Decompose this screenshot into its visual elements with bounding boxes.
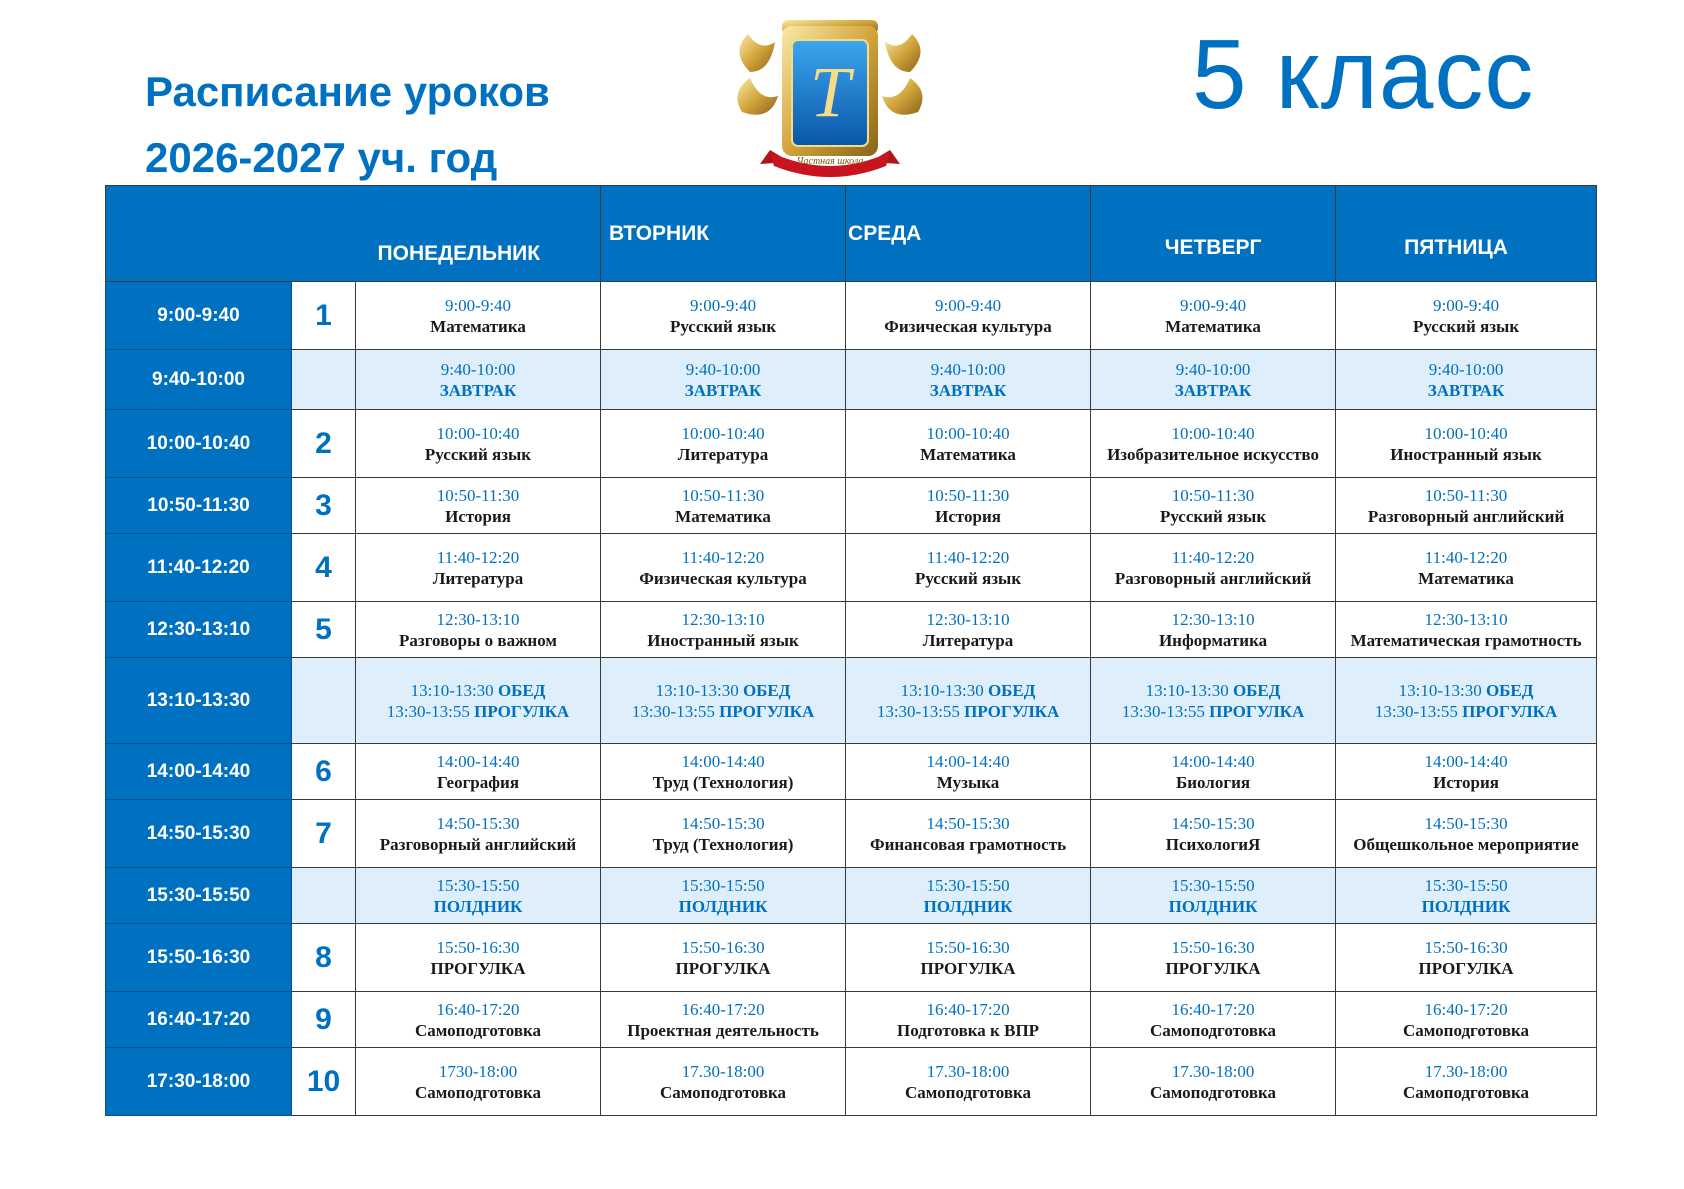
cell-subject: Русский язык: [1159, 506, 1267, 526]
schedule-row: [106, 924, 1597, 992]
schedule-cell: [846, 992, 1091, 1048]
cell-time: 14:00-14:40: [1171, 751, 1255, 771]
schedule-cell: [846, 868, 1091, 924]
cell-subject: Математика: [1165, 316, 1261, 336]
schedule-cell: [356, 282, 601, 350]
cell-subject: Самоподготовка: [415, 1082, 542, 1102]
walk-time: 13:30-13:55: [631, 701, 715, 721]
row-time: 15:50-16:30: [106, 924, 292, 992]
schedule-cell: [356, 534, 601, 602]
cell-subject: География: [437, 772, 520, 792]
cell-subject: Иностранный язык: [647, 630, 799, 650]
cell-time: 10:50-11:30: [681, 485, 765, 505]
school-crest-logo: [730, 12, 930, 177]
cell-subject: Финансовая грамотность: [869, 834, 1067, 854]
cell-time: 16:40-17:20: [1424, 999, 1508, 1019]
cell-subject: Музыка: [936, 772, 1000, 792]
lunch-label: ОБЕД: [1232, 680, 1281, 700]
lesson-number: 1: [292, 282, 356, 350]
cell-time: 10:50-11:30: [1171, 485, 1255, 505]
cell-subject: Самоподготовка: [1150, 1082, 1277, 1102]
cell-time: 9:40-10:00: [440, 359, 516, 379]
cell-time: 16:40-17:20: [1171, 999, 1255, 1019]
cell-subject: Математическая грамотность: [1350, 630, 1582, 650]
schedule-cell: [1336, 744, 1597, 800]
walk-time: 13:30-13:55: [1374, 701, 1458, 721]
cell-subject: Самоподготовка: [1150, 1020, 1277, 1040]
cell-subject: Литература: [922, 630, 1014, 650]
schedule-row: [106, 410, 1597, 478]
cell-subject: Иностранный язык: [1390, 444, 1542, 464]
schedule-row: [106, 800, 1597, 868]
cell-subject: Изобразительное искусство: [1107, 444, 1319, 464]
schedule-cell: [846, 534, 1091, 602]
schedule-cell: [1336, 1048, 1597, 1116]
cell-time: 1730-18:00: [438, 1061, 518, 1081]
cell-subject: Биология: [1176, 772, 1251, 792]
walk-label: ПРОГУЛКА: [964, 701, 1060, 721]
row-time: 10:00-10:40: [106, 410, 292, 478]
row-time: 17:30-18:00: [106, 1048, 292, 1116]
walk-label: ПРОГУЛКА: [474, 701, 570, 721]
row-time: 9:00-9:40: [106, 282, 292, 350]
cell-time: 14:00-14:40: [681, 751, 765, 771]
schedule-cell: [846, 602, 1091, 658]
lunch-label: ОБЕД: [1485, 680, 1534, 700]
lesson-number: 2: [292, 410, 356, 478]
cell-time: 10:00-10:40: [436, 423, 520, 443]
lesson-number: 7: [292, 800, 356, 868]
cell-time: 9:40-10:00: [685, 359, 761, 379]
walk-line: [1336, 701, 1596, 722]
row-time: 12:30-13:10: [106, 602, 292, 658]
cell-subject: Литература: [432, 568, 524, 588]
cell-time: 17.30-18:00: [1171, 1061, 1255, 1081]
schedule-cell: [846, 282, 1091, 350]
walk-label: ПРОГУЛКА: [1209, 701, 1305, 721]
cell-subject: ПРОГУЛКА: [430, 958, 526, 978]
schedule-cell: [356, 478, 601, 534]
schedule-row: [106, 744, 1597, 800]
cell-subject: ЗАВТРАК: [929, 380, 1007, 400]
lesson-number: [292, 658, 356, 744]
day-header-thursday: ЧЕТВЕРГ: [1091, 186, 1336, 282]
cell-subject: Проектная деятельность: [627, 1020, 819, 1040]
schedule-cell: [1091, 350, 1336, 410]
cell-subject: Математика: [920, 444, 1016, 464]
cell-time: 10:50-11:30: [926, 485, 1010, 505]
schedule-table: [105, 185, 1597, 1116]
cell-time: 16:40-17:20: [926, 999, 1010, 1019]
lunch-label: ОБЕД: [987, 680, 1036, 700]
walk-time: 13:30-13:55: [876, 701, 960, 721]
walk-label: ПРОГУЛКА: [719, 701, 815, 721]
schedule-cell: [1091, 992, 1336, 1048]
cell-time: 12:30-13:10: [926, 609, 1010, 629]
schedule-cell: [1091, 658, 1336, 744]
lunch-line: [1336, 680, 1596, 701]
schedule-row: [106, 868, 1597, 924]
schedule-row: [106, 282, 1597, 350]
schedule-cell: [356, 658, 601, 744]
cell-subject: ПОЛДНИК: [1168, 896, 1258, 916]
schedule-cell: [356, 744, 601, 800]
lesson-number: 9: [292, 992, 356, 1048]
lesson-number: 5: [292, 602, 356, 658]
cell-subject: ЗАВТРАК: [684, 380, 762, 400]
cell-subject: Физическая культура: [639, 568, 807, 588]
schedule-row: [106, 602, 1597, 658]
lunch-line: [1091, 680, 1335, 701]
cell-time: 10:00-10:40: [1171, 423, 1255, 443]
schedule-cell: [846, 924, 1091, 992]
row-time: 11:40-12:20: [106, 534, 292, 602]
school-year: 2026-2027 уч. год: [145, 134, 498, 181]
logo-ribbon-text: Частная школа: [796, 156, 864, 167]
lunch-time: 13:10-13:30: [655, 680, 739, 700]
cell-subject: История: [445, 506, 511, 526]
lunch-line: [846, 680, 1090, 701]
schedule-cell: [1336, 992, 1597, 1048]
walk-time: 13:30-13:55: [386, 701, 470, 721]
row-time: 13:10-13:30: [106, 658, 292, 744]
cell-time: 14:50-15:30: [436, 813, 520, 833]
cell-subject: Русский язык: [1412, 316, 1520, 336]
cell-subject: ПОЛДНИК: [433, 896, 523, 916]
cell-time: 9:00-9:40: [1432, 295, 1500, 315]
cell-time: 15:50-16:30: [681, 937, 765, 957]
cell-subject: Русский язык: [914, 568, 1022, 588]
schedule-cell: [1336, 800, 1597, 868]
cell-time: 15:50-16:30: [926, 937, 1010, 957]
schedule-cell: [1091, 478, 1336, 534]
cell-time: 15:50-16:30: [1171, 937, 1255, 957]
cell-time: 17.30-18:00: [681, 1061, 765, 1081]
schedule-cell: [356, 924, 601, 992]
cell-time: 9:00-9:40: [689, 295, 757, 315]
schedule-cell: [601, 282, 846, 350]
cell-time: 15:30-15:50: [436, 875, 520, 895]
cell-subject: Общешкольное мероприятие: [1353, 834, 1579, 854]
lunch-time: 13:10-13:30: [410, 680, 494, 700]
row-time: 14:50-15:30: [106, 800, 292, 868]
cell-subject: Русский язык: [424, 444, 532, 464]
schedule-row: [106, 534, 1597, 602]
row-time: 9:40-10:00: [106, 350, 292, 410]
cell-time: 14:00-14:40: [926, 751, 1010, 771]
row-time: 16:40-17:20: [106, 992, 292, 1048]
lesson-number: 3: [292, 478, 356, 534]
walk-line: [1091, 701, 1335, 722]
schedule-cell: [356, 992, 601, 1048]
cell-subject: Самоподготовка: [1403, 1082, 1530, 1102]
schedule-cell: [356, 602, 601, 658]
schedule-cell: [1091, 744, 1336, 800]
lesson-number: 10: [292, 1048, 356, 1116]
cell-time: 11:40-12:20: [681, 547, 765, 567]
schedule-cell: [846, 1048, 1091, 1116]
cell-time: 11:40-12:20: [926, 547, 1010, 567]
day-header-wednesday: СРЕДА: [846, 186, 1091, 282]
cell-time: 9:00-9:40: [1179, 295, 1247, 315]
lesson-number: 8: [292, 924, 356, 992]
lunch-time: 13:10-13:30: [900, 680, 984, 700]
cell-time: 12:30-13:10: [1424, 609, 1508, 629]
cell-time: 10:50-11:30: [1424, 485, 1508, 505]
schedule-cell: [846, 478, 1091, 534]
cell-subject: ПсихологиЯ: [1165, 834, 1261, 854]
cell-time: 16:40-17:20: [681, 999, 765, 1019]
day-header-monday: ПОНЕДЕЛЬНИК: [106, 186, 601, 282]
schedule-cell: [846, 744, 1091, 800]
cell-subject: Самоподготовка: [1403, 1020, 1530, 1040]
cell-subject: ЗАВТРАК: [439, 380, 517, 400]
cell-time: 15:50-16:30: [436, 937, 520, 957]
cell-time: 15:30-15:50: [926, 875, 1010, 895]
schedule-row: [106, 992, 1597, 1048]
lunch-line: [356, 680, 600, 701]
walk-line: [601, 701, 845, 722]
lunch-time: 13:10-13:30: [1145, 680, 1229, 700]
schedule-cell: [1336, 410, 1597, 478]
cell-time: 11:40-12:20: [1424, 547, 1508, 567]
cell-subject: Литература: [677, 444, 769, 464]
cell-subject: ЗАВТРАК: [1174, 380, 1252, 400]
cell-subject: ПРОГУЛКА: [675, 958, 771, 978]
schedule-cell: [601, 534, 846, 602]
cell-subject: Информатика: [1158, 630, 1268, 650]
schedule-cell: [1336, 478, 1597, 534]
schedule-cell: [1091, 282, 1336, 350]
walk-label: ПРОГУЛКА: [1462, 701, 1558, 721]
cell-time: 15:50-16:30: [1424, 937, 1508, 957]
cell-time: 16:40-17:20: [436, 999, 520, 1019]
cell-time: 14:50-15:30: [681, 813, 765, 833]
cell-time: 17.30-18:00: [926, 1061, 1010, 1081]
schedule-cell: [601, 658, 846, 744]
schedule-cell: [601, 868, 846, 924]
schedule-cell: [1336, 658, 1597, 744]
cell-subject: ПОЛДНИК: [923, 896, 1013, 916]
cell-subject: Труд (Технология): [652, 834, 794, 854]
schedule-cell: [601, 478, 846, 534]
cell-subject: История: [935, 506, 1001, 526]
day-header-friday: ПЯТНИЦА: [1336, 186, 1597, 282]
schedule-cell: [846, 658, 1091, 744]
cell-time: 14:00-14:40: [436, 751, 520, 771]
schedule-cell: [601, 1048, 846, 1116]
cell-time: 11:40-12:20: [1171, 547, 1255, 567]
row-time: 10:50-11:30: [106, 478, 292, 534]
header-row: [106, 186, 1597, 282]
cell-time: 15:30-15:50: [1424, 875, 1508, 895]
schedule-row: [106, 1048, 1597, 1116]
cell-subject: Самоподготовка: [660, 1082, 787, 1102]
schedule-cell: [1336, 534, 1597, 602]
cell-time: 10:00-10:40: [926, 423, 1010, 443]
schedule-cell: [1336, 350, 1597, 410]
walk-line: [846, 701, 1090, 722]
schedule-cell: [1091, 924, 1336, 992]
cell-subject: Русский язык: [669, 316, 777, 336]
cell-time: 10:00-10:40: [1424, 423, 1508, 443]
svg-text:T: T: [809, 52, 851, 132]
walk-line: [356, 701, 600, 722]
cell-subject: Разговорный английский: [379, 834, 577, 854]
cell-subject: ПРОГУЛКА: [1165, 958, 1261, 978]
schedule-cell: [1091, 534, 1336, 602]
schedule-cell: [846, 800, 1091, 868]
cell-subject: Самоподготовка: [905, 1082, 1032, 1102]
schedule-cell: [356, 350, 601, 410]
row-time: 15:30-15:50: [106, 868, 292, 924]
cell-time: 10:50-11:30: [436, 485, 520, 505]
walk-time: 13:30-13:55: [1121, 701, 1205, 721]
cell-time: 12:30-13:10: [436, 609, 520, 629]
lesson-number: [292, 868, 356, 924]
cell-time: 12:30-13:10: [1171, 609, 1255, 629]
schedule-cell: [1091, 800, 1336, 868]
cell-time: 17.30-18:00: [1424, 1061, 1508, 1081]
schedule-cell: [356, 1048, 601, 1116]
cell-time: 10:00-10:40: [681, 423, 765, 443]
cell-subject: Математика: [430, 316, 526, 336]
cell-subject: ЗАВТРАК: [1427, 380, 1505, 400]
schedule-cell: [356, 868, 601, 924]
schedule-row: [106, 350, 1597, 410]
cell-subject: Труд (Технология): [652, 772, 794, 792]
schedule-cell: [1336, 868, 1597, 924]
schedule-cell: [1091, 1048, 1336, 1116]
schedule-row: [106, 658, 1597, 744]
lesson-number: 6: [292, 744, 356, 800]
cell-subject: Математика: [1418, 568, 1514, 588]
cell-subject: Разговоры о важном: [399, 630, 557, 650]
schedule-cell: [1336, 282, 1597, 350]
cell-time: 9:40-10:00: [930, 359, 1006, 379]
schedule-cell: [1091, 410, 1336, 478]
cell-time: 15:30-15:50: [1171, 875, 1255, 895]
cell-time: 14:50-15:30: [1171, 813, 1255, 833]
schedule-cell: [601, 992, 846, 1048]
cell-subject: Разговорный английский: [1367, 506, 1565, 526]
schedule-cell: [846, 350, 1091, 410]
schedule-cell: [356, 410, 601, 478]
schedule-cell: [1091, 868, 1336, 924]
cell-time: 9:40-10:00: [1175, 359, 1251, 379]
cell-subject: Разговорный английский: [1114, 568, 1312, 588]
schedule-row: [106, 478, 1597, 534]
cell-time: 9:00-9:40: [934, 295, 1002, 315]
class-title: 5 класс: [1192, 19, 1535, 129]
schedule-cell: [846, 410, 1091, 478]
cell-time: 11:40-12:20: [436, 547, 520, 567]
schedule-cell: [1091, 602, 1336, 658]
schedule-cell: [601, 410, 846, 478]
lesson-number: 4: [292, 534, 356, 602]
lesson-number: [292, 350, 356, 410]
schedule-cell: [356, 800, 601, 868]
cell-time: 9:00-9:40: [444, 295, 512, 315]
cell-subject: ПОЛДНИК: [678, 896, 768, 916]
page-title: Расписание уроков: [145, 68, 550, 115]
lunch-label: ОБЕД: [742, 680, 791, 700]
cell-subject: Подготовка к ВПР: [896, 1020, 1040, 1040]
schedule-cell: [601, 924, 846, 992]
cell-subject: История: [1433, 772, 1499, 792]
cell-time: 14:50-15:30: [1424, 813, 1508, 833]
cell-subject: Самоподготовка: [415, 1020, 542, 1040]
schedule-cell: [601, 350, 846, 410]
cell-subject: Математика: [675, 506, 771, 526]
lunch-line: [601, 680, 845, 701]
cell-time: 15:30-15:50: [681, 875, 765, 895]
cell-time: 12:30-13:10: [681, 609, 765, 629]
schedule-cell: [601, 800, 846, 868]
day-header-tuesday: ВТОРНИК: [601, 186, 846, 282]
schedule-cell: [1336, 602, 1597, 658]
lunch-label: ОБЕД: [497, 680, 546, 700]
schedule-cell: [601, 602, 846, 658]
cell-subject: ПРОГУЛКА: [1418, 958, 1514, 978]
schedule-cell: [1336, 924, 1597, 992]
row-time: 14:00-14:40: [106, 744, 292, 800]
cell-subject: Физическая культура: [884, 316, 1052, 336]
cell-subject: ПРОГУЛКА: [920, 958, 1016, 978]
cell-time: 14:00-14:40: [1424, 751, 1508, 771]
lunch-time: 13:10-13:30: [1398, 680, 1482, 700]
cell-time: 14:50-15:30: [926, 813, 1010, 833]
cell-subject: ПОЛДНИК: [1421, 896, 1511, 916]
schedule-cell: [601, 744, 846, 800]
cell-time: 9:40-10:00: [1428, 359, 1504, 379]
